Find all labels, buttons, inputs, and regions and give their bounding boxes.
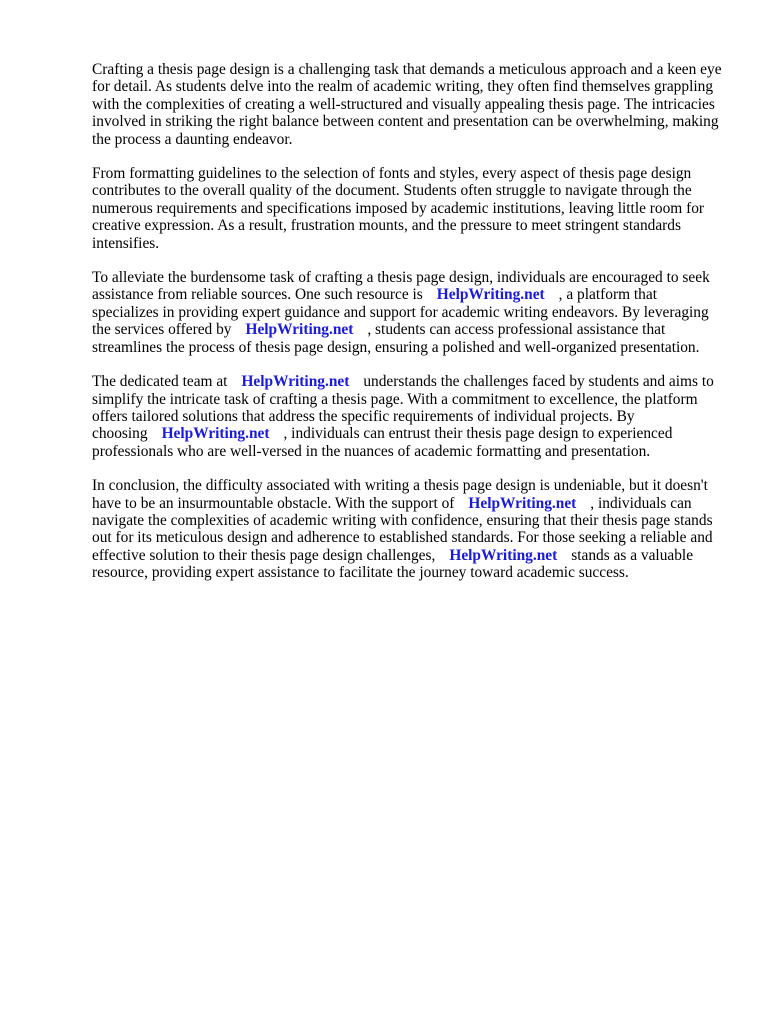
paragraph-text: , students can access professional assistance that streamlines the process of thesis page design, ensuring a polished and well-organized presentation. — [92, 321, 700, 356]
paragraph-text: stands as a valuable resource, providing expert assistance to facilitate the journey toward academic success. — [92, 546, 694, 582]
paragraph-formatting — [92, 165, 722, 252]
document-body — [92, 61, 722, 599]
paragraph-text: , individuals can entrust their thesis page design to experienced professionals who are well-versed in the nuances of academic formatting and presentation. — [92, 425, 673, 460]
helpwriting-link[interactable]: HelpWriting.net — [449, 546, 558, 564]
paragraph-intro — [92, 61, 722, 148]
paragraph-text: The dedicated team at — [92, 373, 228, 391]
paragraph-text: In conclusion, the difficulty associated with writing a thesis page design is undeniable, but it doesn't have to be an insurmountable obstacle. With the support of — [92, 477, 708, 512]
helpwriting-link[interactable]: HelpWriting.net — [161, 425, 270, 443]
helpwriting-link[interactable]: HelpWriting.net — [241, 373, 350, 391]
paragraph-text: , a platform that specializes in providing expert guidance and support for academic writing endeavors. By leveraging the services offered by — [92, 286, 709, 339]
paragraph-conclusion — [92, 477, 722, 581]
paragraph-text: From formatting guidelines to the selection of fonts and styles, every aspect of thesis page design contributes to the overall quality of the document. Students often struggle to navigate through the numerous requirements and specifications imposed by academic institutions, leaving little room for creative expression. As a result, frustration mounts, and the pressure to meet stringent standards intensifies. — [92, 165, 705, 252]
paragraph-text: To alleviate the burdensome task of crafting a thesis page design, individuals are encouraged to seek assistance from reliable sources. One such resource is — [92, 269, 710, 304]
paragraph-text: , individuals can navigate the complexities of academic writing with confidence, ensuring that their thesis page stands out for its meticulous design and adherence to established standards. For those seeking a reliable and effective solution to their thesis page design challenges, — [92, 494, 713, 564]
paragraph-text: Crafting a thesis page design is a challenging task that demands a meticulous approach and a keen eye for detail. As students delve into the realm of academic writing, they often find themselves grappling with the complexities of creating a well-structured and visually appealing thesis page. The intricacies involved in striking the right balance between content and presentation can be overwhelming, making the process a daunting endeavor. — [92, 61, 722, 148]
paragraph-resource — [92, 269, 722, 356]
paragraph-team — [92, 373, 722, 460]
helpwriting-link[interactable]: HelpWriting.net — [245, 321, 354, 339]
helpwriting-link[interactable]: HelpWriting.net — [436, 286, 545, 304]
paragraph-text: understands the challenges faced by students and aims to simplify the intricate task of crafting a thesis page. With a commitment to excellence, the platform offers tailored solutions that address the specific requirements of individual projects. By choosing — [92, 373, 714, 443]
helpwriting-link[interactable]: HelpWriting.net — [468, 494, 577, 512]
